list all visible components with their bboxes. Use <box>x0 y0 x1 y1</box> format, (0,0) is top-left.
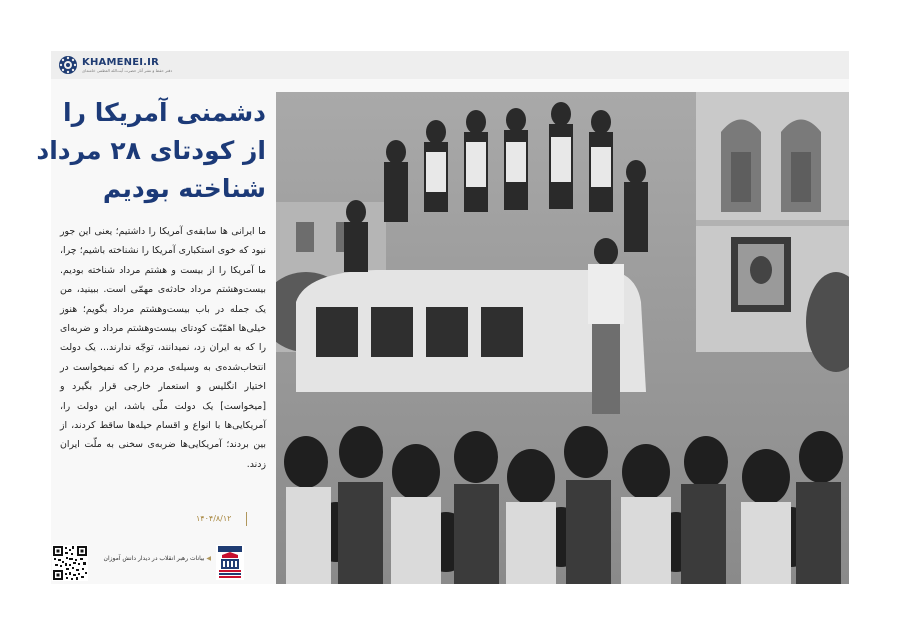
source-text: بیانات رهبر انقلاب در دیدار دانش آموزان <box>103 555 205 562</box>
khamenei-logo-icon <box>58 55 78 75</box>
occasion-logo-icon <box>216 545 244 580</box>
headline <box>36 94 266 208</box>
historical-photo <box>276 92 849 584</box>
headline-line-1: دشمنی آمریکا را <box>63 98 266 127</box>
brand-subtitle: دفتر حفظ و نشر آثار حضرت آیت‌الله العظمی خامنه‌ای <box>82 67 173 73</box>
brand[interactable] <box>58 54 172 76</box>
brand-name: KHAMENEI.IR <box>82 56 159 68</box>
triangle-icon: ◀ <box>206 555 211 562</box>
date: ۱۴۰۴/۸/۱۲ <box>196 514 232 523</box>
headline-line-2: از کودتای ۲۸ مرداد <box>36 136 266 165</box>
headline-line-3: شناخته بودیم <box>102 174 266 203</box>
qr-code-icon[interactable] <box>52 545 88 581</box>
date-divider <box>246 512 247 526</box>
source-credit <box>96 555 211 562</box>
quote-body: ما ایرانی ها سابقه‌ی آمریکا را داشتیم؛ یعنی این جور نبود که خوی استکباری آمریکا را نشناخته باشیم؛ چرا، ما آمریکا را از بیست و هشتم مرداد شناخته بودیم. بیست‌وهشتم مرداد حادثه‌ی مهمّی است. ببینید، من یک جمله در باب بیست‌وهشتم مرداد بگویم؛ هنوز خیلی‌ها اهمّیّت کودتای بیست‌وهشتم مرداد و ضربه‌ای را که به ایران زد، نمیدانند، توجّه ندارند... یک دولت انتخاب‌شده‌ی به وسیله‌ی مردم را که نمیخواست در اختیار انگلیس و استعمار خارجی قرار بگیرد و [میخواست] یک دولت ملّی باشد، این دولت را، آمریکایی‌ها با انواع و اقسام حیله‌ها ساقط کردند، از بین بردند؛ آمریکایی‌ها ضربه‌ی سخنی به ملّت ایران زدند. <box>60 226 266 470</box>
